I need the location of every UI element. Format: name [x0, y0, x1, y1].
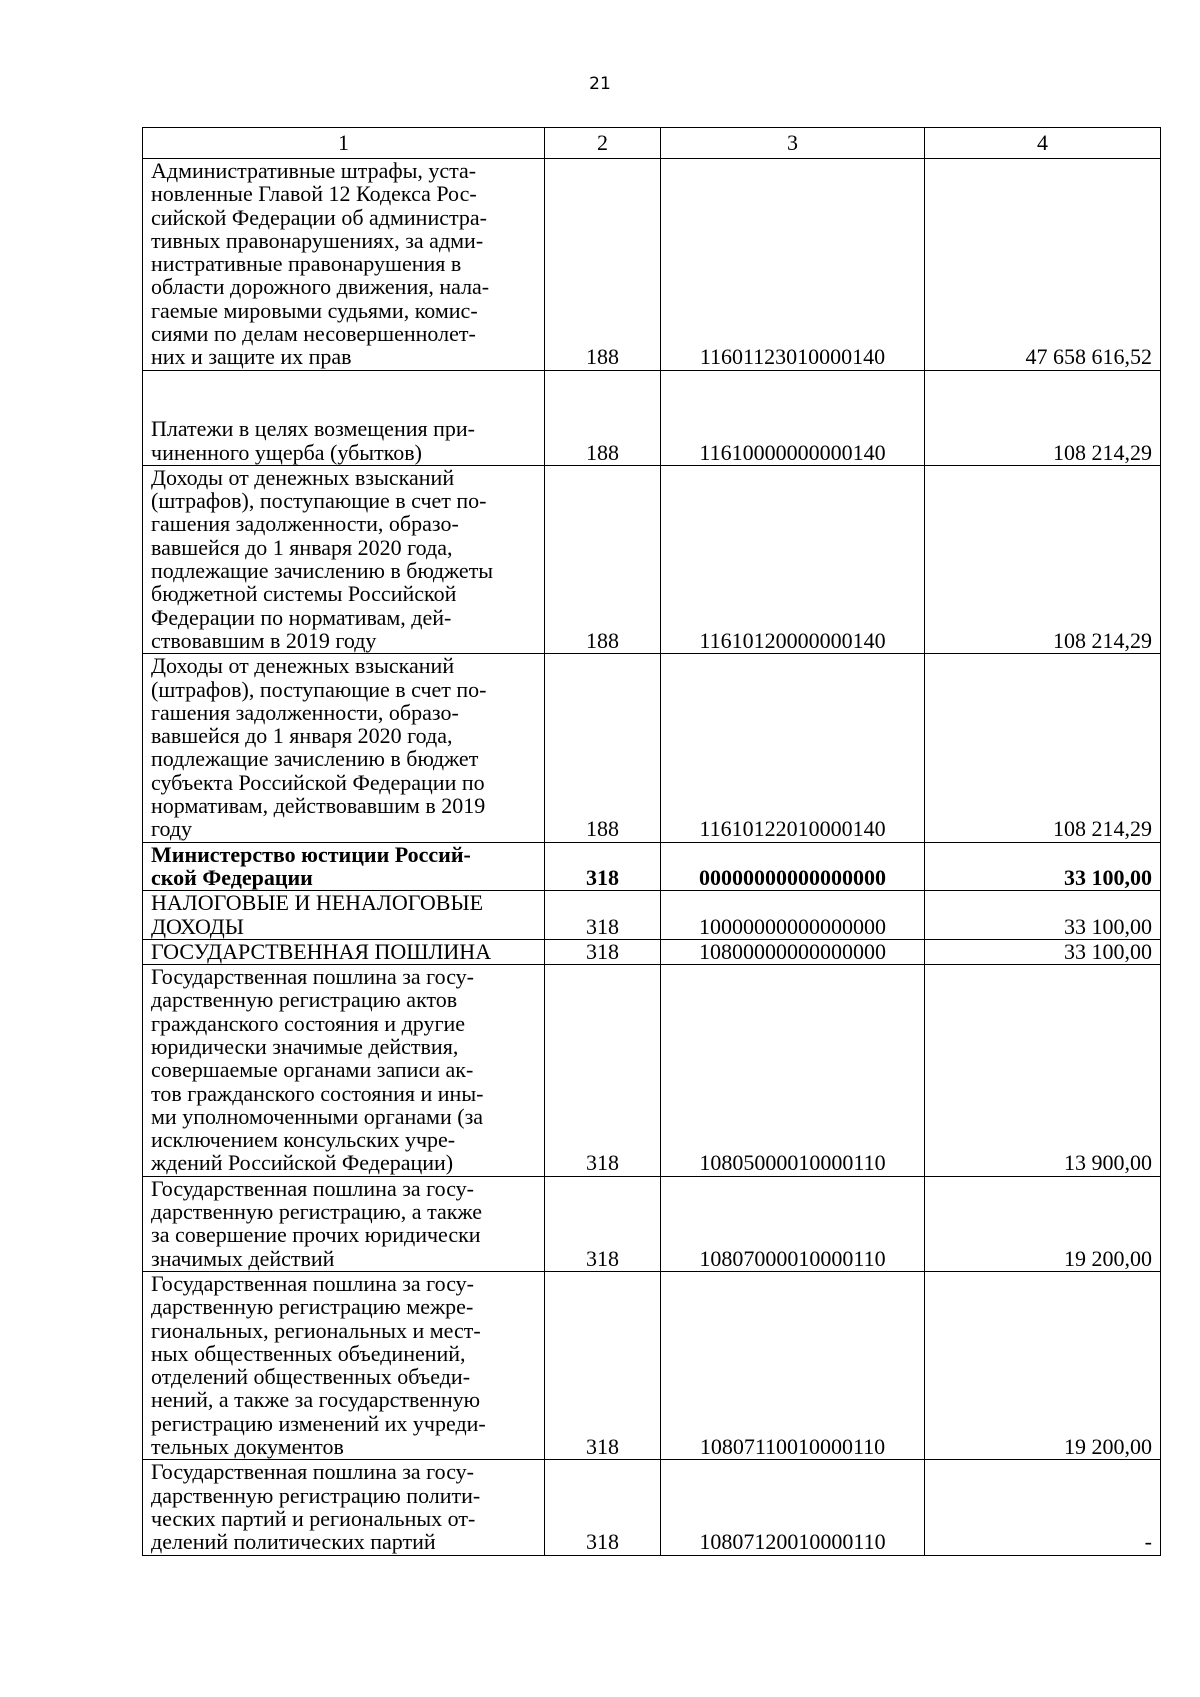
row-amount: 13 900,00 — [1064, 1150, 1152, 1176]
row-budget-code: 10807120010000110 — [699, 1529, 886, 1555]
column-header: 2 — [545, 128, 661, 159]
table-row — [143, 891, 1161, 940]
row-admin-code: 188 — [586, 344, 619, 370]
row-name: Министерство юстиции Россий- ской Федерации — [151, 841, 471, 890]
row-budget-code-cell — [661, 465, 925, 653]
table-row — [143, 965, 1161, 1177]
row-budget-code: 10805000010000110 — [699, 1150, 886, 1176]
row-name: ГОСУДАРСТВЕННАЯ ПОШЛИНА — [151, 938, 492, 964]
row-budget-code-cell — [661, 654, 925, 842]
row-admin-code: 318 — [586, 1150, 619, 1176]
row-budget-code: 11601123010000140 — [699, 344, 886, 370]
page-number: 21 — [589, 74, 611, 94]
row-name-cell — [143, 1176, 545, 1271]
row-budget-code-cell — [661, 1271, 925, 1459]
row-name-cell — [143, 1460, 545, 1555]
row-admin-code: 188 — [586, 439, 619, 465]
row-admin-code-cell — [545, 159, 661, 371]
row-name: Государственная пошлина за госу- дарственную регистрацию полити- ческих партий и региональных от- делений политических партий — [151, 1459, 481, 1555]
row-admin-code-cell — [545, 1460, 661, 1555]
row-amount-cell — [925, 1271, 1161, 1459]
row-amount: 108 214,29 — [1053, 439, 1152, 465]
row-name-cell — [143, 1271, 545, 1459]
row-name: Административные штрафы, уста- новленные Главой 12 Кодекса Рос- сийской Федерации об администра- тивных правонарушениях, за адми- нистративные правонарушения в области дорожного движения, нала- гаемые мировыми судьями, комис- сиями по делам несовершеннолет- них и защите их прав — [151, 158, 490, 370]
row-admin-code-cell — [545, 1271, 661, 1459]
table-row — [143, 654, 1161, 842]
row-amount-cell — [925, 1176, 1161, 1271]
row-name: Доходы от денежных взысканий (штрафов), поступающие в счет по- гашения задолженности, образо- вавшейся до 1 января 2020 года, подлежащие зачислению в бюджет субъекта Российской Федерации по нормативам, действовавшим в 2019 году — [151, 653, 487, 842]
row-budget-code-cell — [661, 1176, 925, 1271]
table-row — [143, 1176, 1161, 1271]
row-budget-code: 11610122010000140 — [699, 816, 886, 842]
row-budget-code: 10000000000000000 — [699, 913, 886, 939]
row-name-cell — [143, 465, 545, 653]
row-budget-code-cell — [661, 159, 925, 371]
row-amount-cell — [925, 654, 1161, 842]
row-budget-code: 10807110010000110 — [699, 1434, 886, 1460]
row-name: Платежи в целях возмещения при- чиненного ущерба (убытков) — [151, 416, 475, 465]
row-name-cell — [143, 842, 545, 891]
row-admin-code-cell — [545, 654, 661, 842]
row-amount: 47 658 616,52 — [1025, 344, 1152, 370]
row-budget-code-cell — [661, 939, 925, 964]
table-row — [143, 370, 1161, 465]
row-budget-code-cell — [661, 965, 925, 1177]
row-admin-code-cell — [545, 1176, 661, 1271]
table-row — [143, 939, 1161, 964]
row-name-cell — [143, 370, 545, 465]
row-amount: 108 214,29 — [1053, 627, 1152, 653]
row-budget-code-cell — [661, 1460, 925, 1555]
row-admin-code-cell — [545, 842, 661, 891]
row-name: НАЛОГОВЫЕ И НЕНАЛОГОВЫЕ ДОХОДЫ — [151, 890, 484, 939]
column-header: 4 — [925, 128, 1161, 159]
row-admin-code: 188 — [586, 816, 619, 842]
table-row — [143, 842, 1161, 891]
row-budget-code: 00000000000000000 — [699, 864, 886, 890]
row-name: Государственная пошлина за госу- дарственную регистрацию актов гражданского состояния и другие юридически значимые действия, совершаемые органами записи ак- тов гражданского состояния и ины- ми уполномоченными органами (за исключением консульских учре- ждений Российской Федерации) — [151, 964, 484, 1176]
row-name: Государственная пошлина за госу- дарственную регистрацию межре- гиональных, региональных и мест- ных общественных объединений, отделений общественных объеди- нений, а также за государственную регистрацию изменений их учреди- тельных документов — [151, 1270, 486, 1460]
row-admin-code-cell — [545, 891, 661, 940]
row-admin-code-cell — [545, 370, 661, 465]
row-name-cell — [143, 965, 545, 1177]
row-admin-code: 318 — [586, 864, 619, 890]
row-budget-code: 10800000000000000 — [699, 938, 886, 964]
row-name: Государственная пошлина за госу- дарственную регистрацию, а также за совершение прочих юридически значимых действий — [151, 1175, 483, 1271]
table-row — [143, 465, 1161, 653]
row-name-cell — [143, 939, 545, 964]
table-row — [143, 1460, 1161, 1555]
row-amount: - — [1144, 1529, 1152, 1555]
row-admin-code: 318 — [586, 1529, 619, 1555]
row-name-cell — [143, 159, 545, 371]
row-amount: 108 214,29 — [1053, 816, 1152, 842]
row-budget-code-cell — [661, 370, 925, 465]
row-amount: 33 100,00 — [1064, 913, 1152, 939]
row-amount-cell — [925, 891, 1161, 940]
row-amount-cell — [925, 465, 1161, 653]
row-admin-code-cell — [545, 465, 661, 653]
row-amount-cell — [925, 370, 1161, 465]
column-header: 1 — [143, 128, 545, 159]
row-admin-code: 188 — [586, 627, 619, 653]
row-budget-code: 11610000000000140 — [699, 439, 886, 465]
row-budget-code: 11610120000000140 — [699, 627, 886, 653]
row-name: Доходы от денежных взысканий (штрафов), поступающие в счет по- гашения задолженности, образо- вавшейся до 1 января 2020 года, подлежащие зачислению в бюджеты бюджетной системы Российской Федерации по нормативам, дей- ствовавшим в 2019 году — [151, 464, 494, 653]
table-header-row — [143, 128, 1161, 159]
column-header: 3 — [661, 128, 925, 159]
row-amount: 33 100,00 — [1064, 938, 1152, 964]
row-amount: 33 100,00 — [1064, 864, 1152, 890]
row-admin-code: 318 — [586, 1245, 619, 1271]
row-budget-code-cell — [661, 891, 925, 940]
table-body — [143, 159, 1161, 1556]
row-amount-cell — [925, 939, 1161, 964]
row-admin-code-cell — [545, 965, 661, 1177]
row-budget-code-cell — [661, 842, 925, 891]
row-admin-code: 318 — [586, 1434, 619, 1460]
row-amount-cell — [925, 965, 1161, 1177]
budget-table — [142, 127, 1161, 1556]
row-admin-code: 318 — [586, 913, 619, 939]
row-name-cell — [143, 654, 545, 842]
row-amount-cell — [925, 159, 1161, 371]
row-budget-code: 10807000010000110 — [699, 1245, 886, 1271]
row-amount-cell — [925, 1460, 1161, 1555]
table-row — [143, 1271, 1161, 1459]
table-row — [143, 159, 1161, 371]
row-amount-cell — [925, 842, 1161, 891]
row-amount: 19 200,00 — [1064, 1245, 1152, 1271]
row-name-cell — [143, 891, 545, 940]
row-admin-code: 318 — [586, 938, 619, 964]
row-admin-code-cell — [545, 939, 661, 964]
row-amount: 19 200,00 — [1064, 1434, 1152, 1460]
